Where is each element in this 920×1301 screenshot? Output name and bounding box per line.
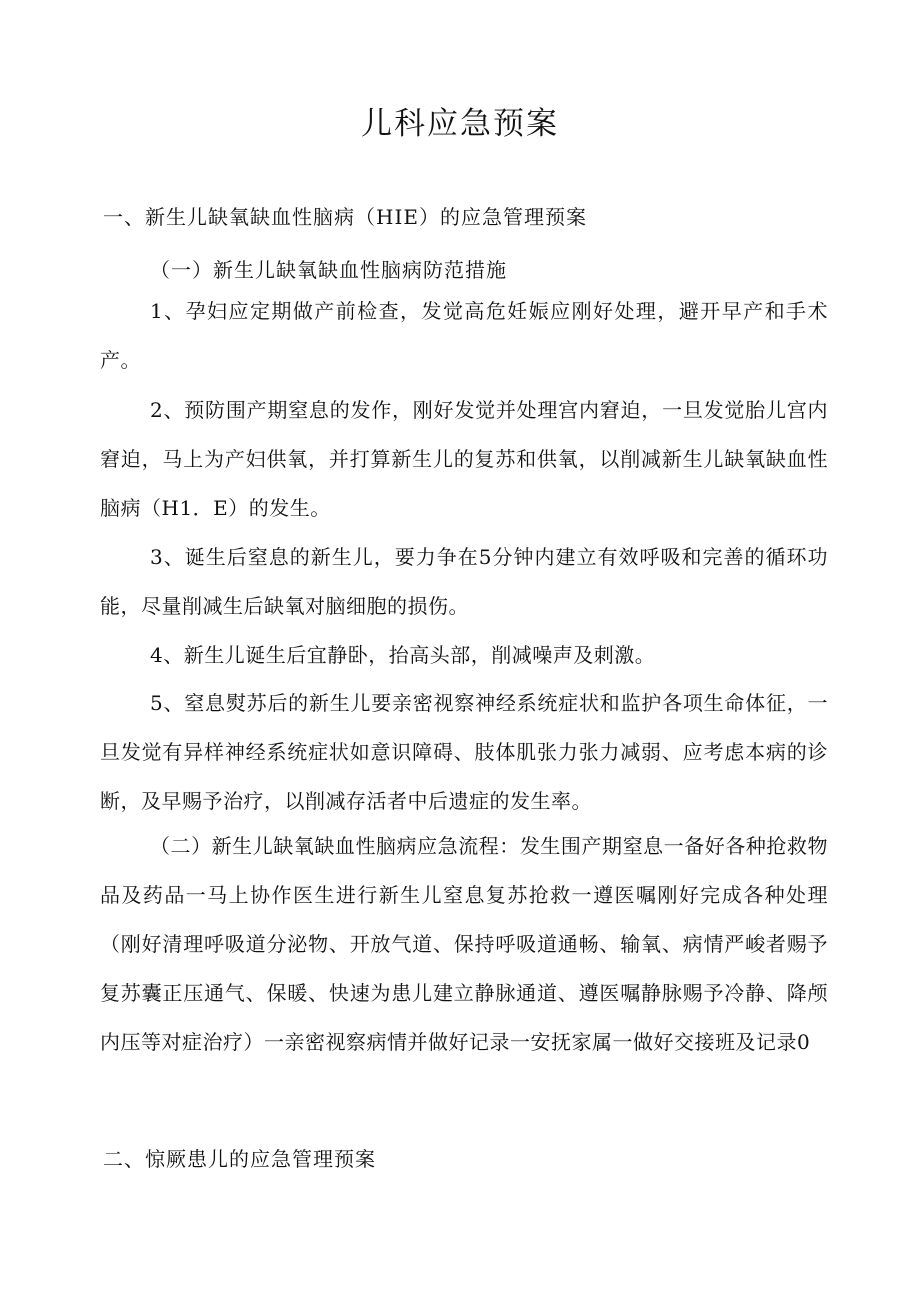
paragraph-item-3: 3、诞生后窒息的新生儿，要力争在5分钟内建立有效呼吸和完善的循环功能，尽量削减生后缺氧对脑细胞的损伤。	[100, 545, 828, 618]
paragraph-item-4: 4、新生儿诞生后宜静卧，抬高头部，削减噪声及刺激。	[150, 643, 656, 667]
subsection-2-paragraph: （二）新生儿缺氧缺血性脑病应急流程：发生围产期窒息一备好各种抢救物品及药品一马上协作医生进行新生儿窒息复苏抢救一遵医嘱刚好完成各种处理（刚好清理呼吸道分泌物、开放气道、保持呼吸道通畅、输氧、病情严峻者赐予复苏囊正压通气、保暖、快速为患儿建立静脉通道、遵医嘱静脉赐予冷静、降颅内压等对症治疗）一亲密视察病情并做好记录一安抚家属一做好交接班及记录0	[100, 834, 828, 1054]
section-2-heading: 二、惊厥患儿的应急管理预案	[103, 1147, 376, 1171]
paragraph-item-2: 2、预防围产期窒息的发作，刚好发觉并处理宫内窘迫，一旦发觉胎儿宫内窘迫，马上为产妇供氧，并打算新生儿的复苏和供氧，以削减新生儿缺氧缺血性脑病（H1．E）的发生。	[100, 398, 828, 520]
section-1-heading: 一、新生儿缺氧缺血性脑病（HIE）的应急管理预案	[103, 205, 587, 229]
document-title: 儿科应急预案	[361, 106, 559, 142]
subsection-1-heading: （一）新生儿缺氧缺血性脑病防范措施	[150, 258, 507, 282]
paragraph-item-5: 5、窒息熨苏后的新生儿要亲密视察神经系统症状和监护各项生命体征，一旦发觉有异样神经系统症状如意识障碍、肢体肌张力张力减弱、应考虑本病的诊断，及早赐予治疗，以削减存活者中后遗症的发生率。	[100, 691, 828, 813]
paragraph-item-1: 1、孕妇应定期做产前检查，发觉高危妊娠应刚好处理，避开早产和手术产。	[100, 299, 828, 372]
